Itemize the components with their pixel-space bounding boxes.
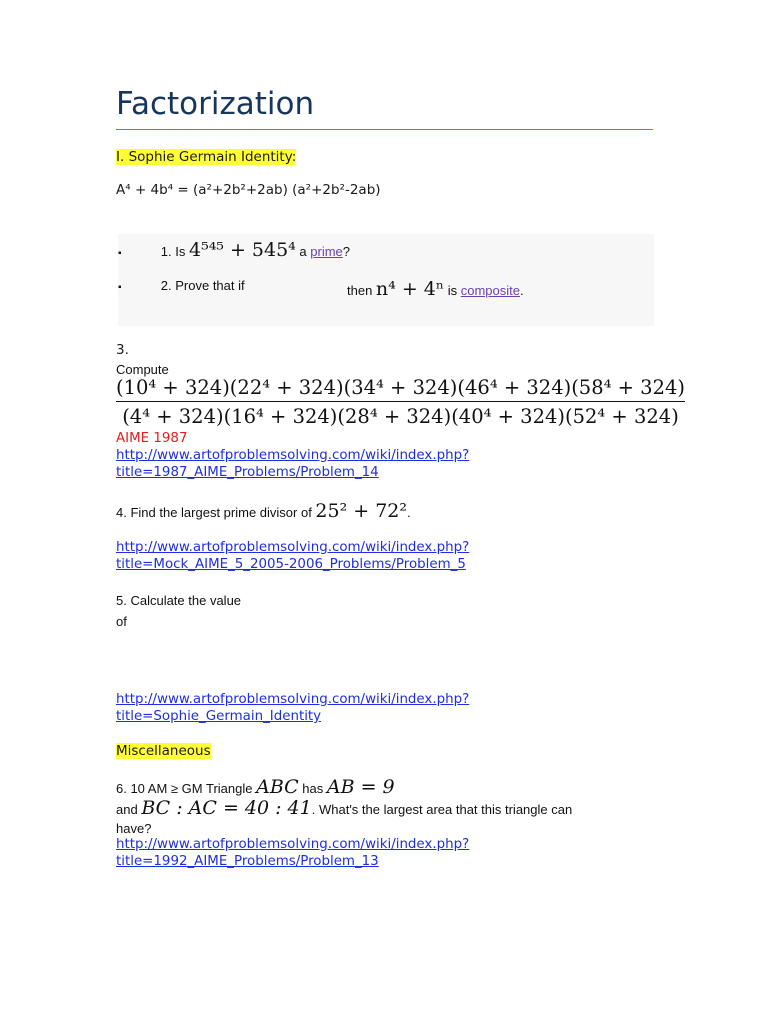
problem-5-text: 5. Calculate the value bbox=[116, 593, 242, 608]
problem-6-ratio: BC : AC = 40 : 41 bbox=[141, 797, 312, 819]
problem-5-link-line2[interactable]: title=Sophie_Germain_Identity bbox=[116, 709, 322, 724]
section-heading-sophie-germain bbox=[116, 149, 296, 165]
problem-4-math: 25² + 72² bbox=[315, 500, 408, 522]
fraction-numerator: (10⁴ + 324)(22⁴ + 324)(34⁴ + 324)(46⁴ + 324)(58⁴ + 324) bbox=[116, 376, 686, 399]
problem-3-number: 3. bbox=[116, 342, 129, 358]
problem-1-number: 1. Is bbox=[160, 244, 189, 259]
problem-5-link-line1[interactable]: http://www.artofproblemsolving.com/wiki/index.php? bbox=[116, 692, 470, 707]
problem-3-label: Compute bbox=[116, 362, 169, 377]
fraction-denominator: (4⁴ + 324)(16⁴ + 324)(28⁴ + 324)(40⁴ + 324)(52⁴ + 324) bbox=[122, 405, 679, 428]
prime-link[interactable]: prime bbox=[310, 244, 343, 259]
problem-3-fraction bbox=[116, 376, 685, 428]
problem-6-ab: AB = 9 bbox=[326, 776, 395, 798]
section-heading-miscellaneous bbox=[116, 743, 211, 759]
problem-5-text2: of bbox=[116, 614, 127, 629]
bullet-icon: ▪ bbox=[118, 282, 122, 293]
fraction-bar bbox=[116, 401, 685, 402]
section-heading-text: Miscellaneous bbox=[116, 743, 211, 759]
problem-2 bbox=[118, 278, 245, 293]
problem-6-line2 bbox=[116, 797, 572, 819]
problem-2-number: 2. Prove that if bbox=[160, 278, 245, 293]
problem-4-link-line2[interactable]: title=Mock_AIME_5_2005-2006_Problems/Problem_5 bbox=[116, 557, 466, 572]
problem-6-line1 bbox=[116, 776, 395, 798]
problem-2-cont bbox=[347, 278, 524, 300]
problem-2-mid: is bbox=[444, 283, 461, 298]
problem-1-math: 4⁵⁴⁵ + 545⁴ bbox=[188, 239, 296, 261]
problem-3-link-line2[interactable]: title=1987_AIME_Problems/Problem_14 bbox=[116, 465, 379, 480]
problem-6-link-line1[interactable]: http://www.artofproblemsolving.com/wiki/index.php? bbox=[116, 837, 470, 852]
problem-4-end: . bbox=[407, 505, 411, 520]
sophie-germain-identity: A⁴ + 4b⁴ = (a²+2b²+2ab) (a²+2b²-2ab) bbox=[116, 182, 381, 198]
problem-6-and: and bbox=[116, 802, 142, 817]
problem-1 bbox=[118, 239, 350, 261]
bullet-icon: ▪ bbox=[118, 248, 122, 259]
problem-3-link-line1[interactable]: http://www.artofproblemsolving.com/wiki/index.php? bbox=[116, 448, 470, 463]
problem-4-text: 4. Find the largest prime divisor of bbox=[116, 505, 316, 520]
problem-2-math: n⁴ + 4ⁿ bbox=[375, 278, 445, 300]
title-divider bbox=[116, 129, 653, 130]
problem-6-line3: have? bbox=[116, 821, 152, 836]
problem-1-end: ? bbox=[342, 244, 351, 259]
problem-6-abc: ABC bbox=[256, 776, 299, 798]
problem-6-has: has bbox=[298, 781, 327, 796]
problem-6-link-line2[interactable]: title=1992_AIME_Problems/Problem_13 bbox=[116, 854, 379, 869]
problem-1-mid: a bbox=[295, 244, 311, 259]
page-title: Factorization bbox=[116, 86, 315, 122]
composite-link[interactable]: composite bbox=[460, 283, 520, 298]
problem-6-rest: . What's the largest area that this triangle can bbox=[311, 802, 573, 817]
section-heading-text: I. Sophie Germain Identity: bbox=[116, 149, 297, 165]
problem-3-source: AIME 1987 bbox=[116, 431, 188, 446]
problem-4 bbox=[116, 500, 411, 522]
problem-4-link-line1[interactable]: http://www.artofproblemsolving.com/wiki/index.php? bbox=[116, 540, 470, 555]
problem-2-then: then bbox=[347, 283, 376, 298]
problem-2-end: . bbox=[519, 283, 524, 298]
problem-6-lead: 6. 10 AM ≥ GM Triangle bbox=[116, 781, 257, 796]
